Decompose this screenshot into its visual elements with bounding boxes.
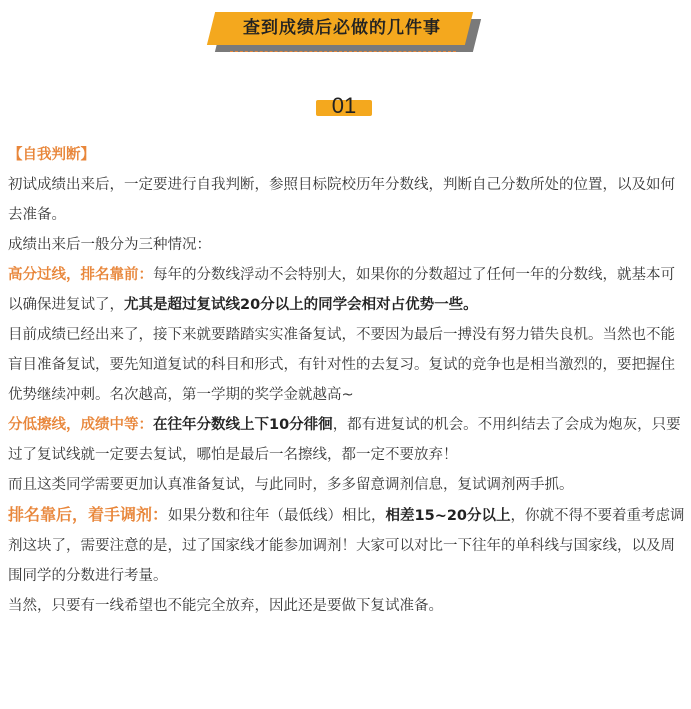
banner-title: 查到成绩后必做的几件事 <box>243 18 441 38</box>
section-tag: 【自我判断】 <box>8 147 95 163</box>
paragraph-low-score <box>8 500 685 591</box>
case-mid-score-label: 分低擦线，成绩中等： <box>8 417 153 433</box>
paragraph-cases: 成绩出来后一般分为三种情况： <box>8 237 211 253</box>
title-banner <box>211 12 479 52</box>
paragraph-mid-score <box>8 410 685 470</box>
case-high-score-label: 高分过线，排名靠前： <box>8 267 153 283</box>
case-high-score-text: 每年的分数线浮动不会特别大，如果你的分数超过了任何一年的分数线，就基本可以确保进复试了， <box>8 267 675 313</box>
paragraph-closing: 当然，只要有一线希望也不能完全放弃，因此还是要做下复试准备。 <box>8 598 443 614</box>
article-body <box>8 140 685 621</box>
case-low-score-label: 排名靠后，着手调剂： <box>8 505 169 524</box>
case-low-score-text: 如果分数和往年（最低线）相比， <box>168 508 386 524</box>
paragraph-high-score <box>8 260 685 320</box>
case-high-score-emphasis: 尤其是超过复试线20分以上的同学会相对占优势一些。 <box>124 297 478 313</box>
dashed-divider <box>230 51 456 52</box>
paragraph-prepare: 目前成绩已经出来了，接下来就要踏踏实实准备复试，不要因为最后一搏没有努力错失良机。当然也不能盲目准备复试，要先知道复试的科目和形式，有针对性的去复习。复试的竞争也是相当激烈的，要把握住优势继续冲刺。名次越高，第一学期的奖学金就越高~ <box>8 327 675 403</box>
case-mid-score-emphasis: 在往年分数线上下10分徘徊 <box>153 417 333 433</box>
paragraph-intro: 初试成绩出来后，一定要进行自我判断，参照目标院校历年分数线，判断自己分数所处的位置，以及如何去准备。 <box>8 177 675 223</box>
case-mid-score-text: ，都有进复试的机会。不用纠结去了会成为炮灰，只要过了复试线就一定要去复试，哪怕是最后一名擦线，都一定不要放弃！ <box>8 417 681 463</box>
case-low-score-text-2: ，你就不得不要着重考虑调剂这块了，需要注意的是，过了国家线才能参加调剂！大家可以对比一下往年的单科线与国家线，以及周围同学的分数进行考量。 <box>8 508 685 584</box>
case-low-score-emphasis: 相差15~20分以上 <box>385 508 511 524</box>
paragraph-adjust-info: 而且这类同学需要更加认真准备复试，与此同时，多多留意调剂信息，复试调剂两手抓。 <box>8 477 574 493</box>
section-number: 01 <box>331 93 357 118</box>
section-number-badge <box>316 93 372 118</box>
